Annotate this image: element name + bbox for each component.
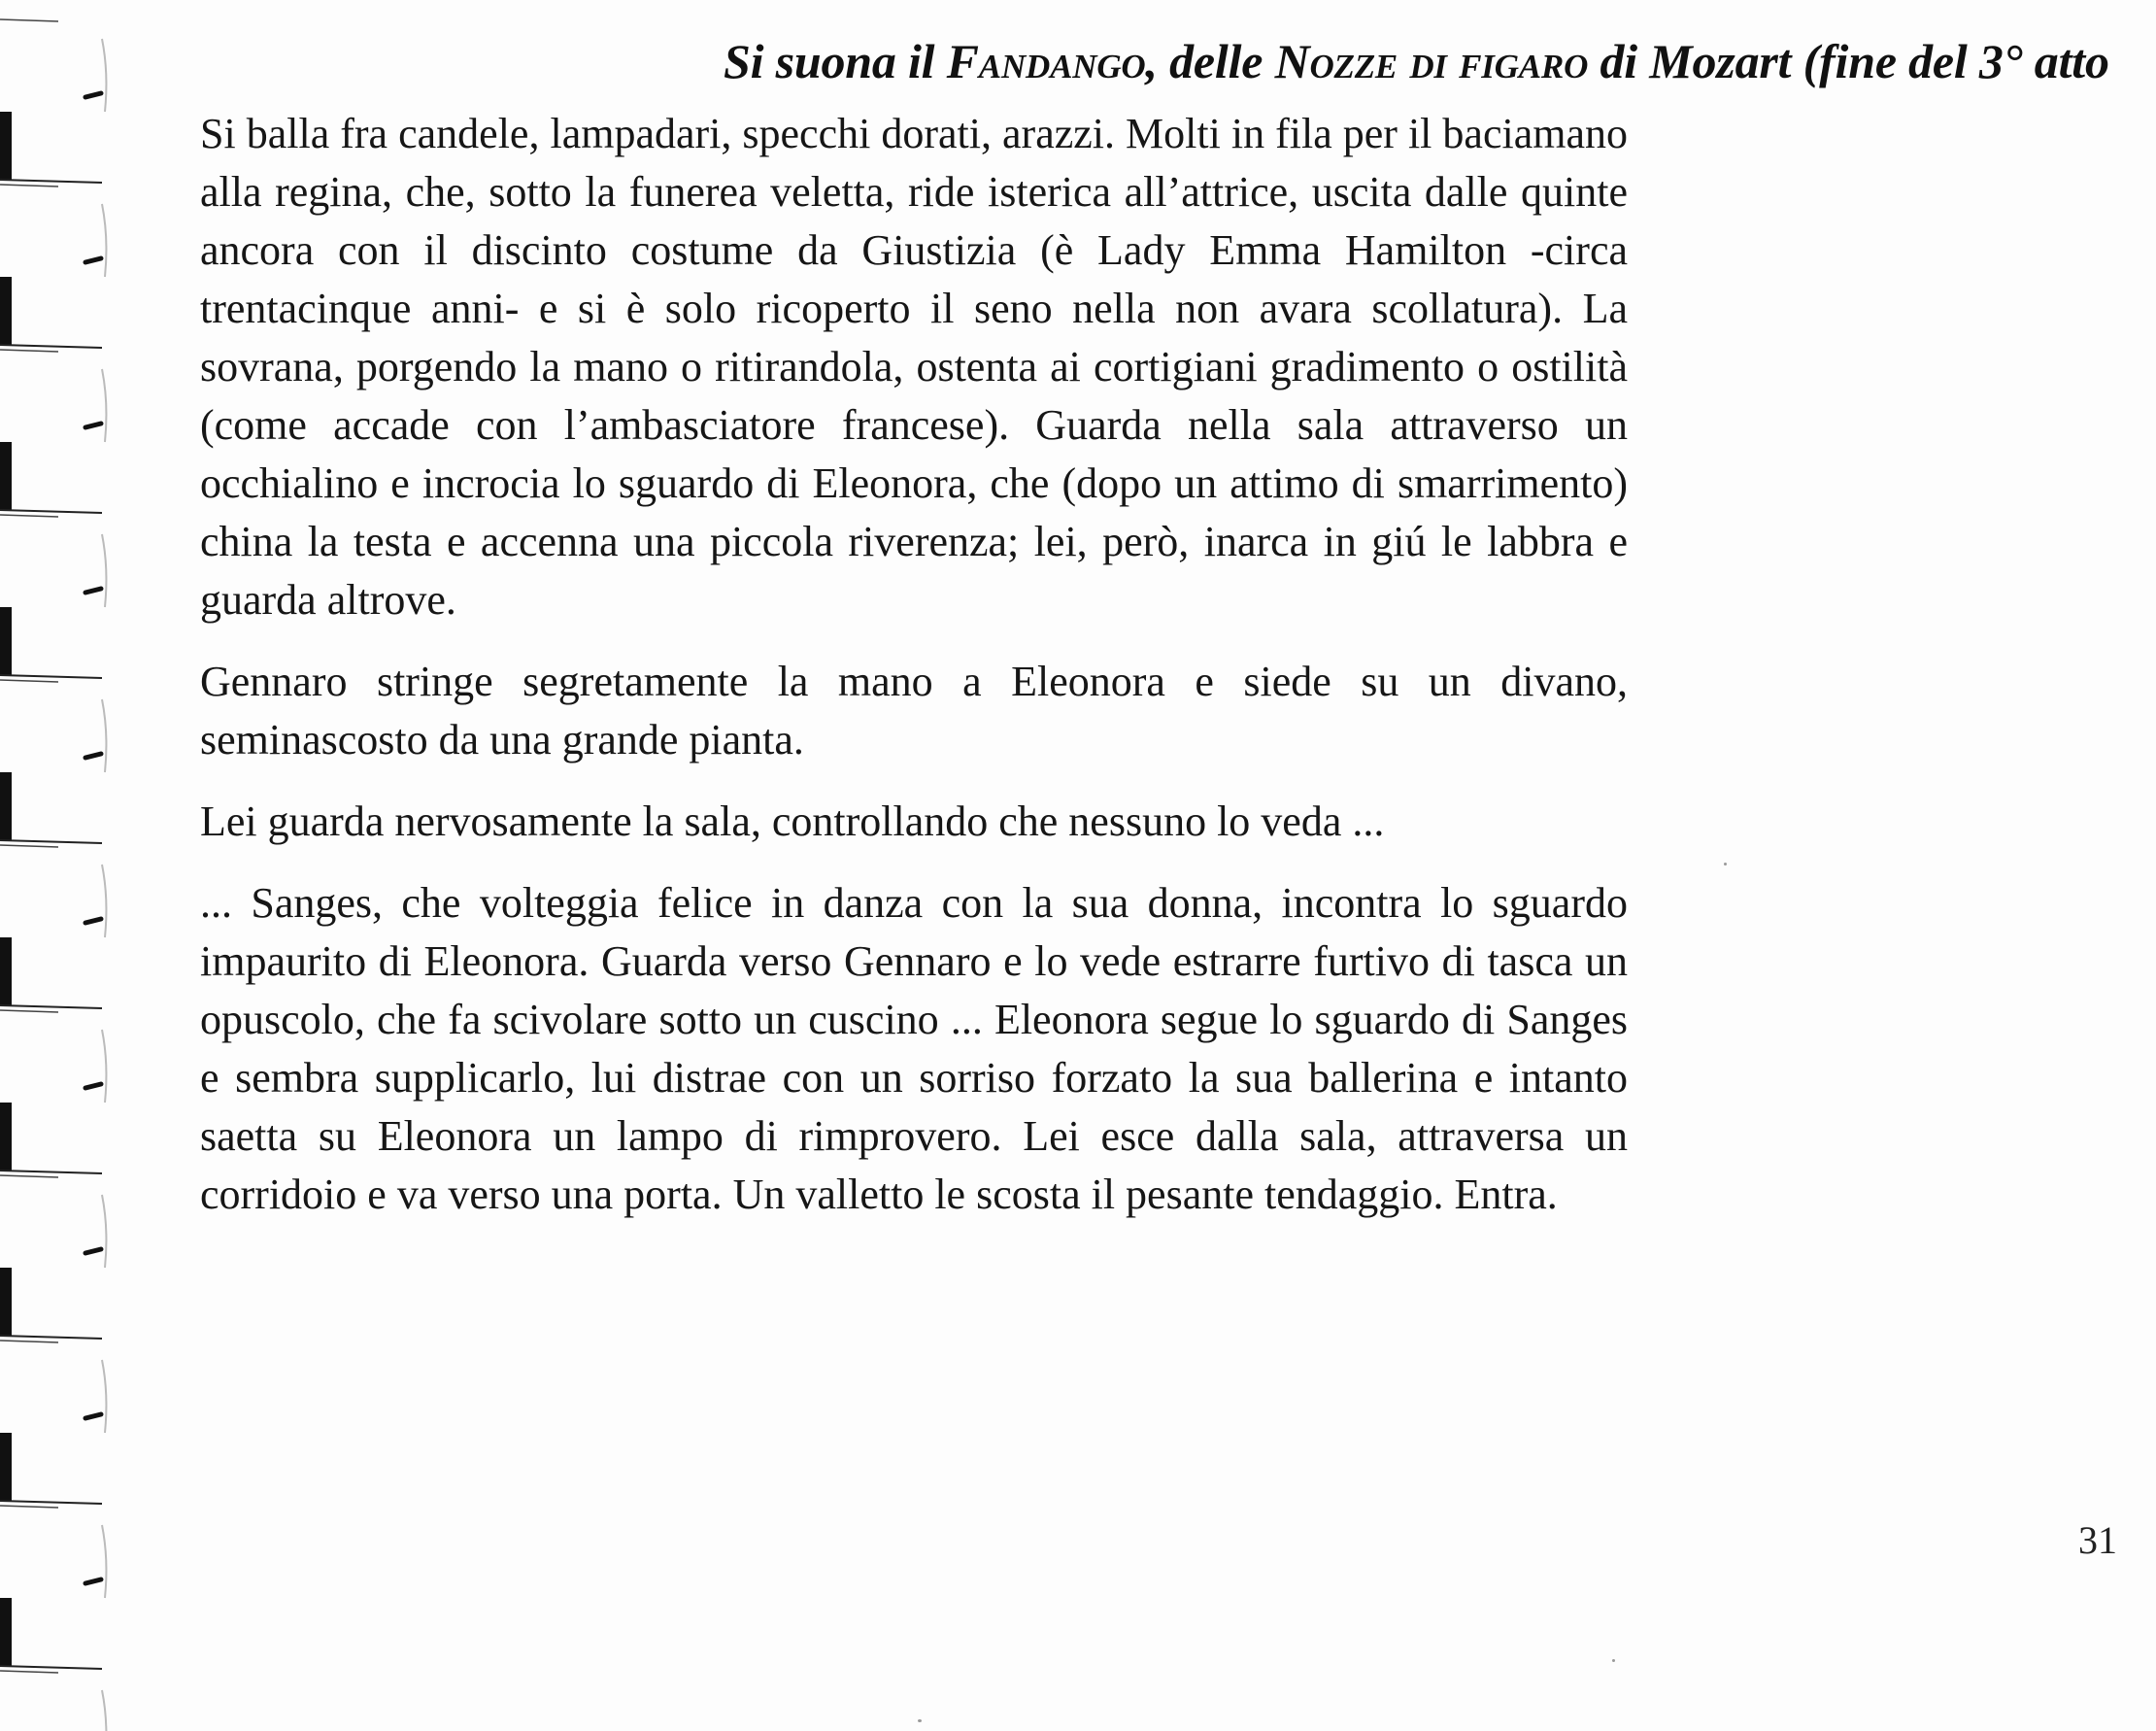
scan-speck <box>918 1719 922 1722</box>
scan-speck <box>1724 863 1727 866</box>
body-text <box>200 105 1628 1247</box>
binding-ring <box>0 1671 106 1731</box>
paragraph-2: Gennaro stringe segretamente la mano a Eleonora e siede su un divano, seminascosto da una grande pianta. <box>200 658 1628 764</box>
binding-ring <box>0 1175 106 1339</box>
header-part-1: Si suona il <box>724 34 947 88</box>
header-part-6: fine del 3° atto <box>1819 34 2109 88</box>
binding-ring <box>0 350 106 513</box>
paragraph-3: Lei guarda nervosamente la sala, controllando che nessuno lo veda ... <box>200 798 1385 845</box>
binding-ring <box>0 185 106 348</box>
binding-ring <box>0 1010 106 1173</box>
binding-ring <box>0 515 106 678</box>
scan-speck <box>1612 1659 1615 1662</box>
binding-ring <box>0 19 106 183</box>
header-part-3: , delle <box>1145 34 1275 88</box>
header-fandango: Fandango <box>946 34 1146 88</box>
spiral-binding <box>0 0 126 1731</box>
running-header <box>724 33 2109 89</box>
header-nozze-di-figaro: Nozze di figaro <box>1274 34 1589 88</box>
binding-ring <box>0 680 106 843</box>
paragraph-1: Si balla fra candele, lampadari, specchi dorati, arazzi. Molti in fila per il baciamano alla regina, che, sotto la funerea veletta, ride isterica all’attrice, uscita dalle quinte ancora con il discinto costume da Giustizia (è Lady Emma Hamilton -circa trentacinque anni- e si è solo ricoperto il seno nella non avara scollatura). La sovrana, porgendo la mano o ritirandola, ostenta ai cortigiani gradimento o ostilità (come accade con l’ambasciatore francese). Guarda nella sala attraverso un occhialino e incrocia lo sguardo di Eleonora, che (dopo un attimo di smarrimento) china la testa e accenna una piccola riverenza; lei, però, inarca in giú le labbra e guarda altrove. <box>200 110 1628 624</box>
binding-ring <box>0 1506 106 1669</box>
page-number: 31 <box>2078 1518 2117 1562</box>
paragraph-4: ... Sanges, che volteggia felice in danza con la sua donna, incontra lo sguardo impaurito di Eleonora. Guarda verso Gennaro e lo vede estrarre furtivo di tasca un opuscolo, che fa scivolare sotto un cuscino ... Eleonora segue lo sguardo di Sanges e sembra supplicarlo, lui distrae con un sorriso forzato la sua ballerina e intanto saetta su Eleonora un lampo di rimprovero. Lei esce dalla sala, attraversa un corridoio e va verso una porta. Un valletto le scosta il pesante tendaggio. Entra. <box>200 879 1628 1218</box>
binding-ring <box>0 845 106 1008</box>
binding-ring <box>0 1341 106 1504</box>
header-part-5: di Mozart ( <box>1588 34 1820 88</box>
